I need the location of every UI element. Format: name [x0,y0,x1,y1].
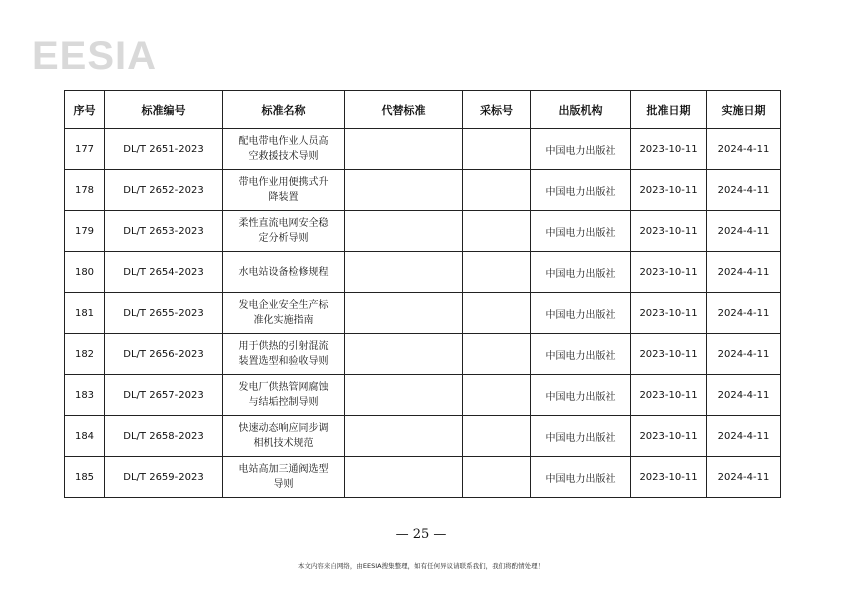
cell-no: 185 [65,457,105,498]
cell-code: DL/T 2657-2023 [105,375,223,416]
table-row [65,334,781,375]
cell-adopted [463,416,531,457]
cell-no: 182 [65,334,105,375]
cell-code: DL/T 2659-2023 [105,457,223,498]
cell-publisher: 中国电力出版社 [531,293,631,334]
cell-approved: 2023-10-11 [631,293,707,334]
cell-approved: 2023-10-11 [631,416,707,457]
cell-name [223,457,345,498]
cell-name [223,375,345,416]
cell-effective: 2024-4-11 [707,129,781,170]
table-row [65,375,781,416]
cell-no: 177 [65,129,105,170]
cell-approved: 2023-10-11 [631,170,707,211]
cell-approved: 2023-10-11 [631,211,707,252]
cell-approved: 2023-10-11 [631,252,707,293]
table-row [65,170,781,211]
standard-name-line: 降装置 [268,192,299,203]
table-row [65,252,781,293]
standard-name-line: 柔性直流电网安全稳 [238,218,329,229]
cell-publisher: 中国电力出版社 [531,129,631,170]
cell-code: DL/T 2653-2023 [105,211,223,252]
table-row [65,416,781,457]
cell-effective: 2024-4-11 [707,211,781,252]
header-name: 标准名称 [223,91,345,129]
cell-adopted [463,211,531,252]
cell-code: DL/T 2652-2023 [105,170,223,211]
cell-no: 179 [65,211,105,252]
cell-no: 180 [65,252,105,293]
cell-adopted [463,334,531,375]
cell-name [223,334,345,375]
standard-name-line: 用于供热的引射混流 [238,341,329,352]
header-effective: 实施日期 [707,91,781,129]
cell-effective: 2024-4-11 [707,457,781,498]
cell-effective: 2024-4-11 [707,252,781,293]
cell-replaces [345,252,463,293]
cell-publisher: 中国电力出版社 [531,375,631,416]
cell-effective: 2024-4-11 [707,170,781,211]
cell-effective: 2024-4-11 [707,334,781,375]
cell-no: 181 [65,293,105,334]
cell-replaces [345,293,463,334]
standard-name-line: 与结垢控制导则 [248,397,319,408]
standard-name-line: 导则 [273,479,294,490]
cell-effective: 2024-4-11 [707,375,781,416]
standard-name-line: 装置选型和验收导则 [238,356,329,367]
footer-note: 本文内容来自网络，由EESIA搜集整理，如有任何异议请联系我们，我们将酌情处理！ [297,562,545,570]
cell-approved: 2023-10-11 [631,457,707,498]
cell-no: 184 [65,416,105,457]
cell-code: DL/T 2656-2023 [105,334,223,375]
cell-publisher: 中国电力出版社 [531,457,631,498]
cell-replaces [345,457,463,498]
standard-name-line: 空救援技术导则 [248,151,319,162]
cell-name [223,129,345,170]
cell-code: DL/T 2651-2023 [105,129,223,170]
cell-code: DL/T 2654-2023 [105,252,223,293]
standard-name-line: 准化实施指南 [253,315,314,326]
header-code: 标准编号 [105,91,223,129]
cell-approved: 2023-10-11 [631,375,707,416]
cell-no: 183 [65,375,105,416]
standard-name-line: 相机技术规范 [253,438,314,449]
standard-name-line: 发电厂供热管网腐蚀 [238,382,329,393]
cell-no: 178 [65,170,105,211]
cell-publisher: 中国电力出版社 [531,252,631,293]
header-adopted: 采标号 [463,91,531,129]
header-replaces: 代替标准 [345,91,463,129]
standards-table [64,90,781,498]
cell-replaces [345,211,463,252]
cell-replaces [345,170,463,211]
table-body [65,129,781,498]
table-row [65,129,781,170]
standard-name-line: 带电作业用便携式升 [238,177,329,188]
cell-adopted [463,375,531,416]
eesia-logo: EESIA [32,34,158,78]
standard-name-line: 配电带电作业人员高 [238,136,329,147]
cell-replaces [345,334,463,375]
standard-name-line: 定分析导则 [258,233,309,244]
cell-publisher: 中国电力出版社 [531,334,631,375]
header-approved: 批准日期 [631,91,707,129]
standard-name-line: 快速动态响应同步调 [238,423,329,434]
cell-publisher: 中国电力出版社 [531,211,631,252]
cell-code: DL/T 2655-2023 [105,293,223,334]
cell-approved: 2023-10-11 [631,334,707,375]
cell-approved: 2023-10-11 [631,129,707,170]
cell-effective: 2024-4-11 [707,293,781,334]
cell-publisher: 中国电力出版社 [531,416,631,457]
cell-adopted [463,293,531,334]
cell-name [223,252,345,293]
standard-name-line: 发电企业安全生产标 [238,300,329,311]
cell-replaces [345,416,463,457]
cell-adopted [463,252,531,293]
table-header-row [65,91,781,129]
cell-publisher: 中国电力出版社 [531,170,631,211]
cell-name [223,211,345,252]
table-row [65,211,781,252]
cell-adopted [463,170,531,211]
header-no: 序号 [65,91,105,129]
cell-adopted [463,129,531,170]
standard-name-line: 电站高加三通阀选型 [238,464,329,475]
cell-replaces [345,375,463,416]
cell-effective: 2024-4-11 [707,416,781,457]
table-row [65,457,781,498]
cell-adopted [463,457,531,498]
page-number: — 25 — [395,527,447,542]
cell-code: DL/T 2658-2023 [105,416,223,457]
cell-name [223,293,345,334]
table-row [65,293,781,334]
cell-name [223,170,345,211]
cell-replaces [345,129,463,170]
cell-name [223,416,345,457]
standard-name-line: 水电站设备检修规程 [238,266,329,278]
header-publisher: 出版机构 [531,91,631,129]
